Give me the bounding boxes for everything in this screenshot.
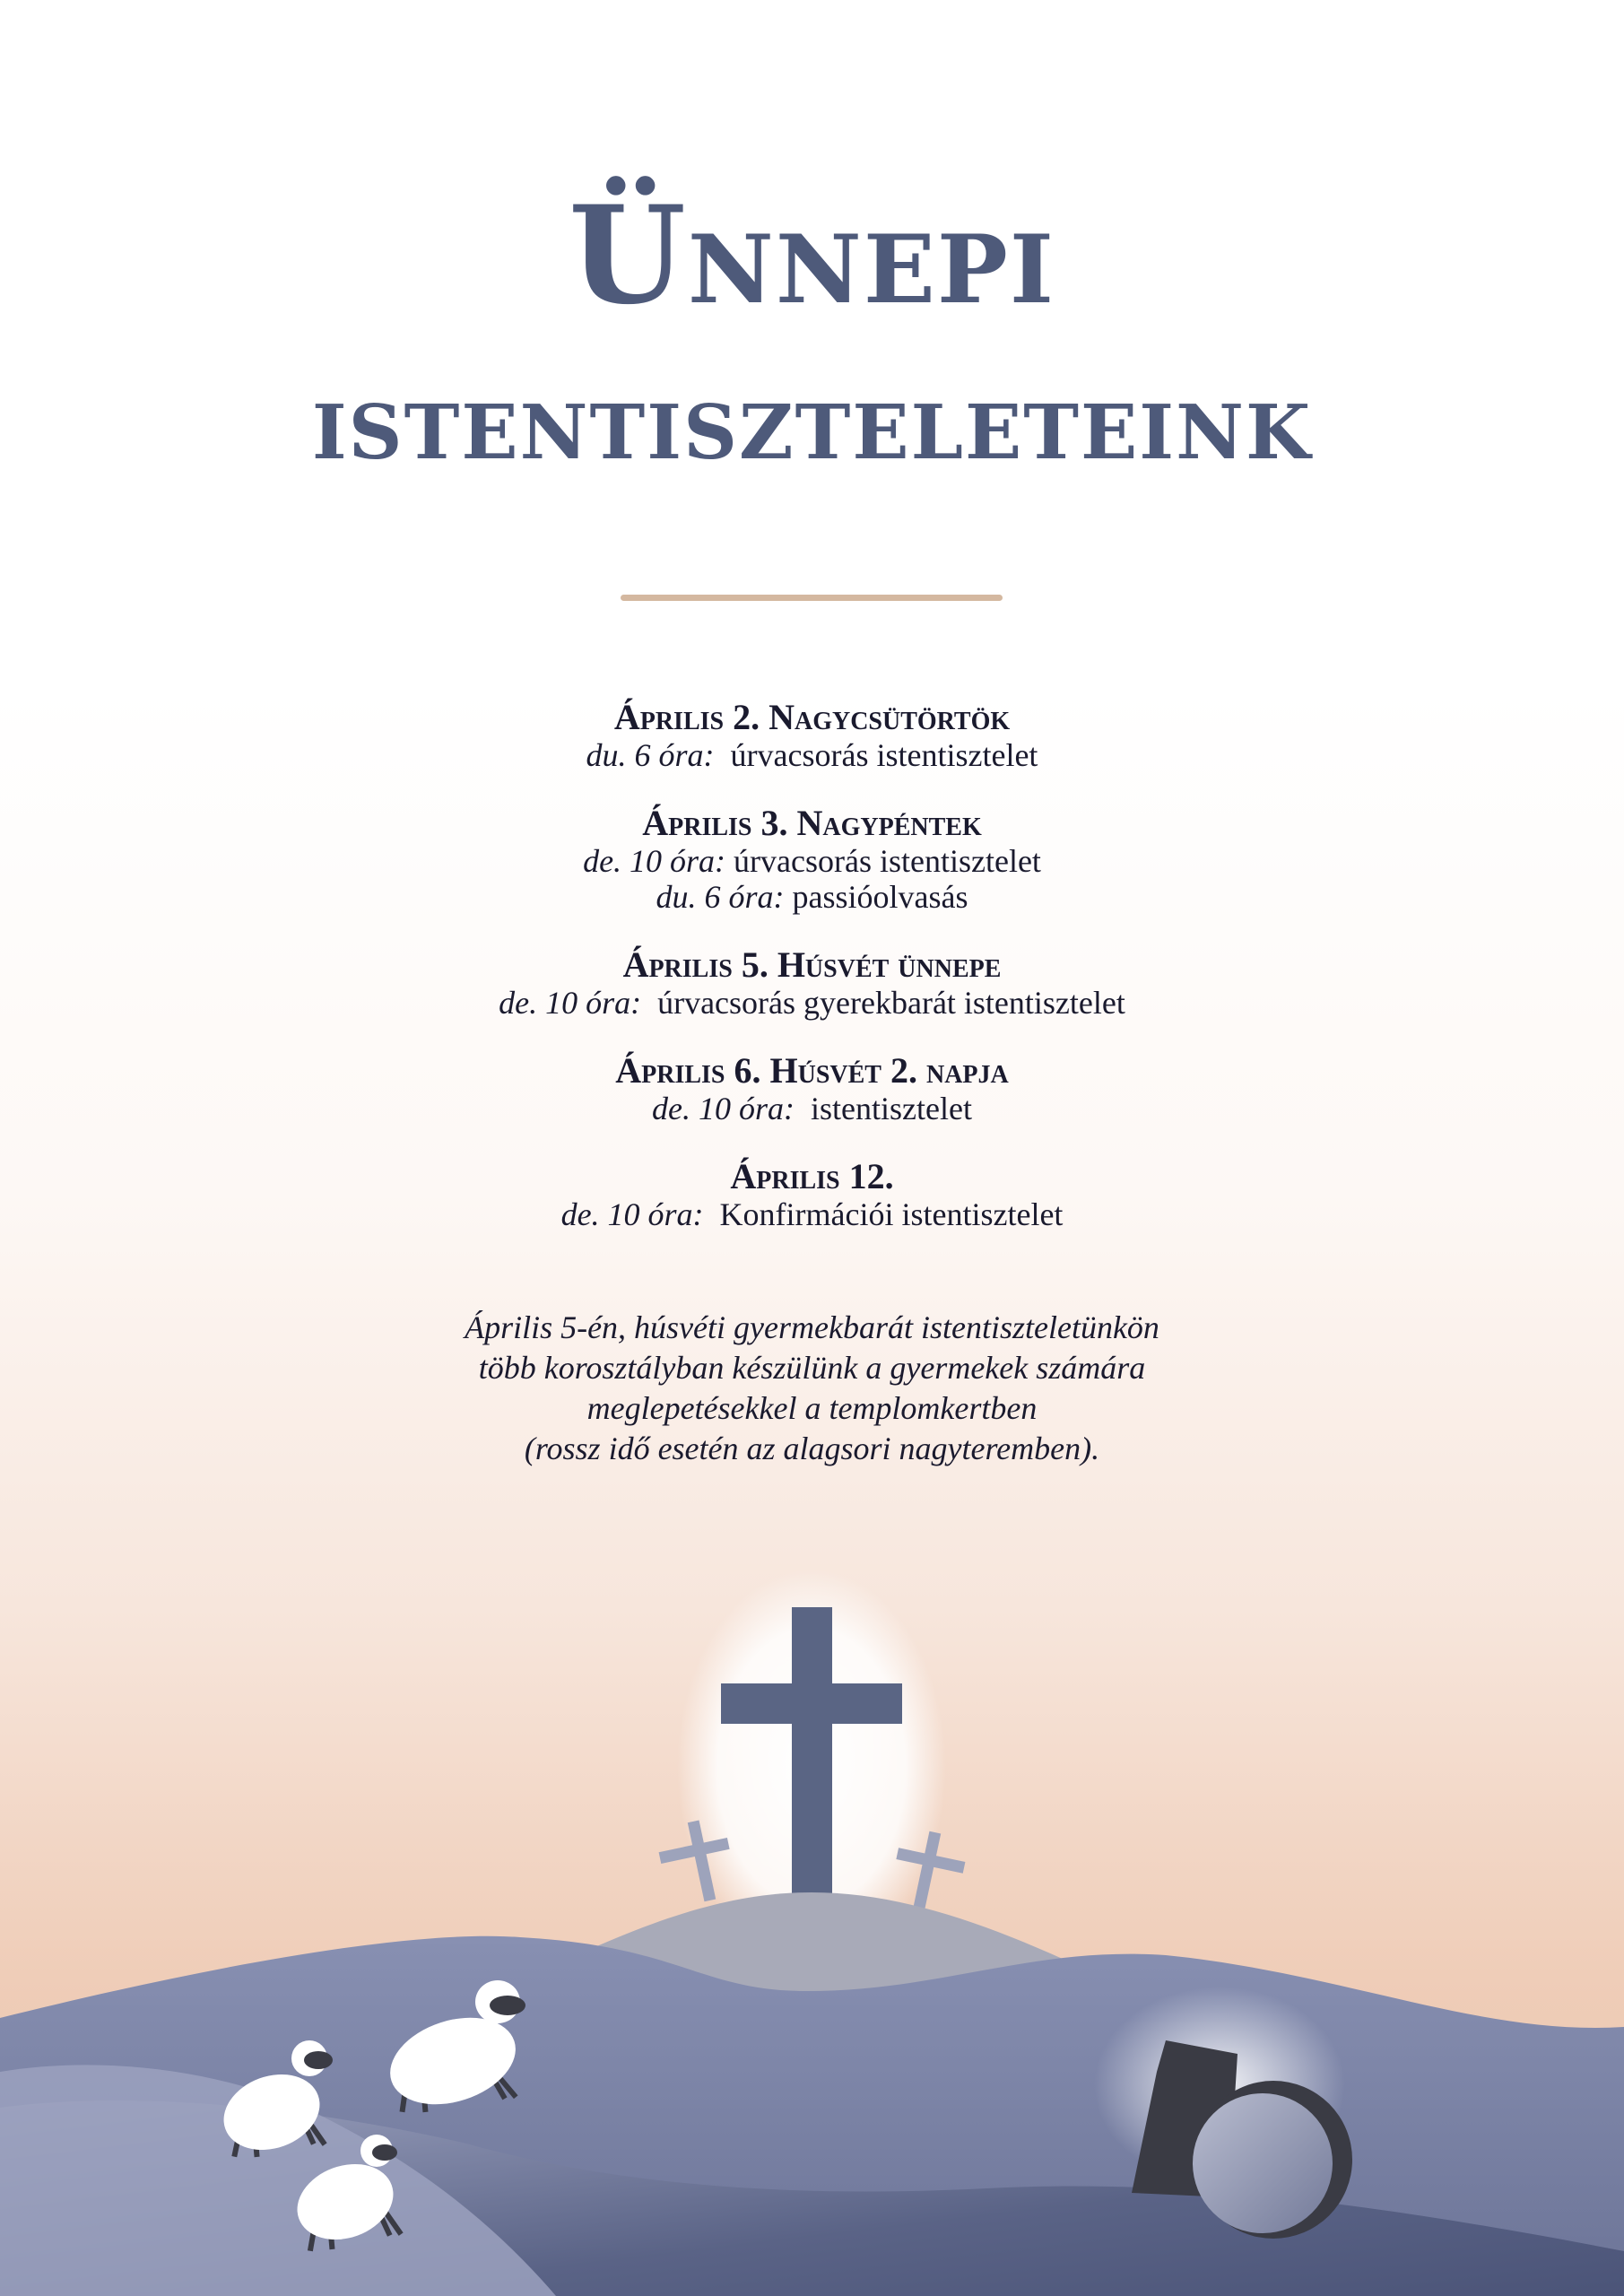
service-description: passióolvasás (792, 879, 968, 915)
service-description: úrvacsorás istentisztelet (734, 843, 1041, 879)
title-divider (621, 595, 1003, 601)
service-description: úrvacsorás istentisztelet (730, 737, 1038, 773)
service-time: de. 10 óra: (652, 1091, 795, 1126)
service-line (0, 1091, 1624, 1126)
service-time: du. 6 óra: (656, 879, 785, 915)
service-description: úrvacsorás gyerekbarát istentisztelet (657, 985, 1125, 1021)
schedule-day (0, 698, 1624, 773)
easter-landscape-illustration (0, 1570, 1624, 2296)
service-description: istentisztelet (811, 1091, 972, 1126)
day-title: Április 12. (730, 1156, 894, 1196)
schedule-day (0, 1157, 1624, 1232)
schedule-list (0, 698, 1624, 1263)
schedule-day (0, 804, 1624, 915)
schedule-day (0, 1051, 1624, 1126)
day-title: Április 5. Húsvét ünnepe (622, 944, 1002, 985)
service-line (0, 843, 1624, 879)
note-line: (rossz idő esetén az alagsori nagyteremben). (524, 1431, 1100, 1466)
day-title: Április 2. Nagycsütörtök (613, 697, 1011, 737)
tomb-stone-face (1193, 2093, 1333, 2233)
service-line (0, 1196, 1624, 1232)
service-time: de. 10 óra: (560, 1196, 704, 1232)
note-line: több korosztályban készülünk a gyermekek számára (478, 1350, 1146, 1386)
service-time: de. 10 óra: (499, 985, 642, 1021)
schedule-day (0, 945, 1624, 1021)
service-time: du. 6 óra: (586, 737, 715, 773)
page-title-line1: Ünnepi (569, 177, 1055, 335)
note-line: meglepetésekkel a templomkertben (586, 1390, 1038, 1426)
page-title-line2: istentiszteleteink (311, 359, 1313, 483)
service-description: Konfirmációi istentisztelet (719, 1196, 1064, 1232)
service-line (0, 737, 1624, 773)
service-line (0, 879, 1624, 915)
service-time: de. 10 óra: (583, 843, 726, 879)
note-line: Április 5-én, húsvéti gyermekbarát istentiszteletünkön (465, 1309, 1159, 1345)
day-title: Április 3. Nagypéntek (642, 803, 982, 843)
day-title: Április 6. Húsvét 2. napja (615, 1050, 1009, 1091)
service-line (0, 985, 1624, 1021)
children-service-note (0, 1308, 1624, 1469)
